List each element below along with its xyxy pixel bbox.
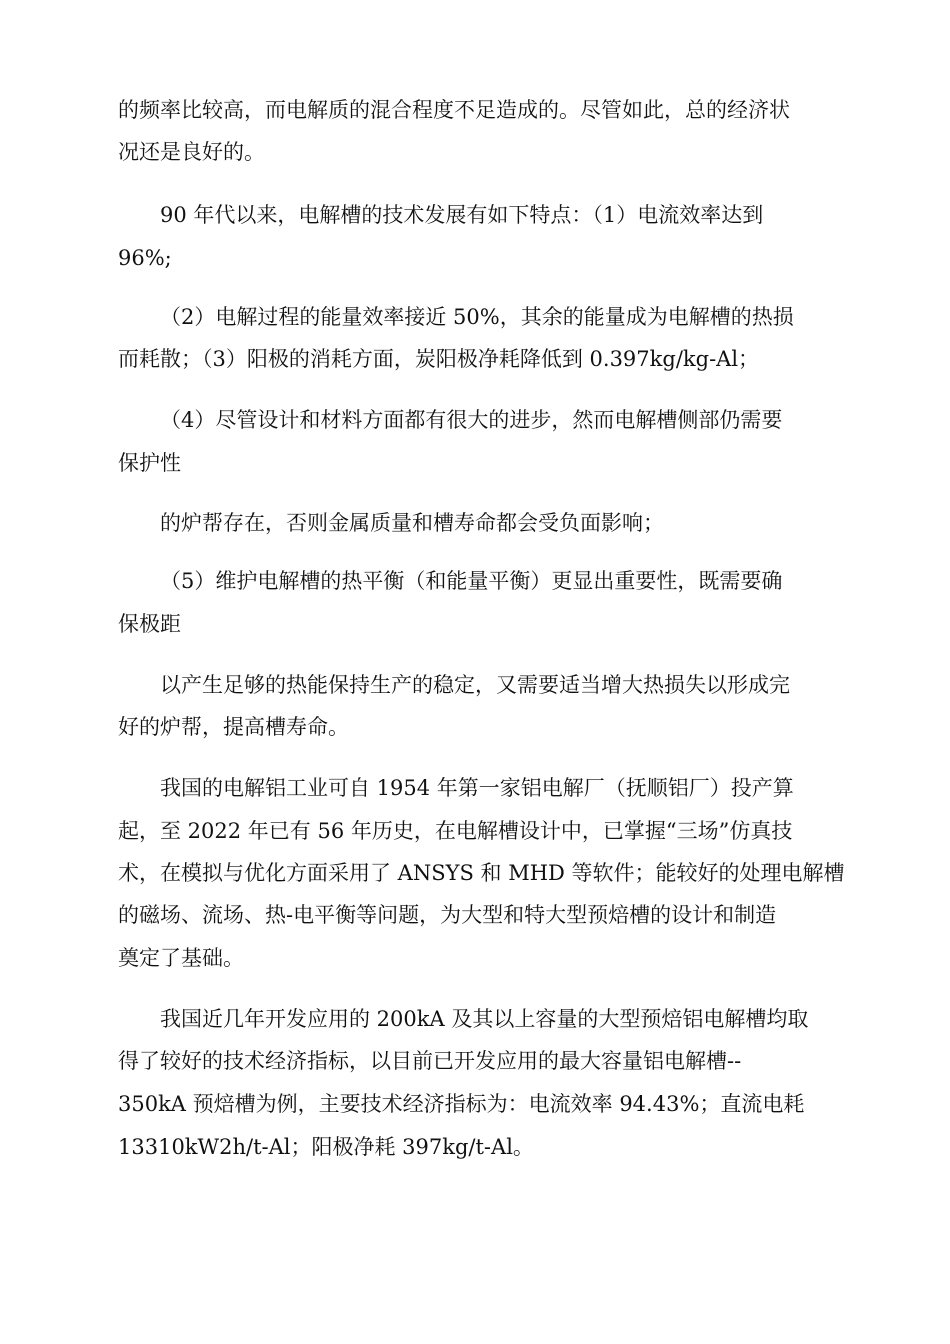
text-line: 的炉帮存在，否则金属质量和槽寿命都会受负面影响； [160, 511, 664, 535]
text-line: 况还是良好的。 [118, 140, 265, 164]
text-line: 我国近几年开发应用的 200kA 及其以上容量的大型预焙铝电解槽均取 [160, 1007, 809, 1031]
text-line: 96%; [118, 246, 172, 270]
text-line: 的磁场、流场、热-电平衡等问题，为大型和特大型预焙槽的设计和制造 [118, 903, 777, 927]
text-line: 起，至 2022 年已有 56 年历史，在电解槽设计中，已掌握“三场”仿真技 [118, 819, 793, 843]
text-line: （4）尽管设计和材料方面都有很大的进步，然而电解槽侧部仍需要 [160, 408, 783, 432]
text-line: 好的炉帮，提高槽寿命。 [118, 715, 349, 739]
text-line: 奠定了基础。 [118, 946, 244, 970]
text-line: 的频率比较高，而电解质的混合程度不足造成的。尽管如此，总的经济状 [118, 98, 790, 122]
text-line: 而耗散；（3）阳极的消耗方面，炭阳极净耗降低到 0.397kg/kg-Al； [118, 347, 760, 371]
text-line: （2）电解过程的能量效率接近 50%，其余的能量成为电解槽的热损 [160, 305, 794, 329]
text-line: 保极距 [118, 612, 181, 636]
text-line: 术，在模拟与优化方面采用了 ANSYS 和 MHD 等软件；能较好的处理电解槽 [118, 861, 845, 885]
text-line: 350kA 预焙槽为例，主要技术经济指标为：电流效率 94.43%；直流电耗 [118, 1092, 805, 1116]
text-line: （5）维护电解槽的热平衡（和能量平衡）更显出重要性，既需要确 [160, 569, 783, 593]
text-line: 13310kW2h/t-Al；阳极净耗 397kg/t-Al。 [118, 1135, 534, 1159]
text-line: 90 年代以来，电解槽的技术发展有如下特点：（1）电流效率达到 [160, 203, 764, 227]
text-line: 得了较好的技术经济指标，以目前已开发应用的最大容量铝电解槽-- [118, 1049, 742, 1073]
text-line: 以产生足够的热能保持生产的稳定，又需要适当增大热损失以形成完 [160, 673, 790, 697]
text-line: 我国的电解铝工业可自 1954 年第一家铝电解厂（抚顺铝厂）投产算 [160, 776, 794, 800]
text-line: 保护性 [118, 451, 181, 475]
